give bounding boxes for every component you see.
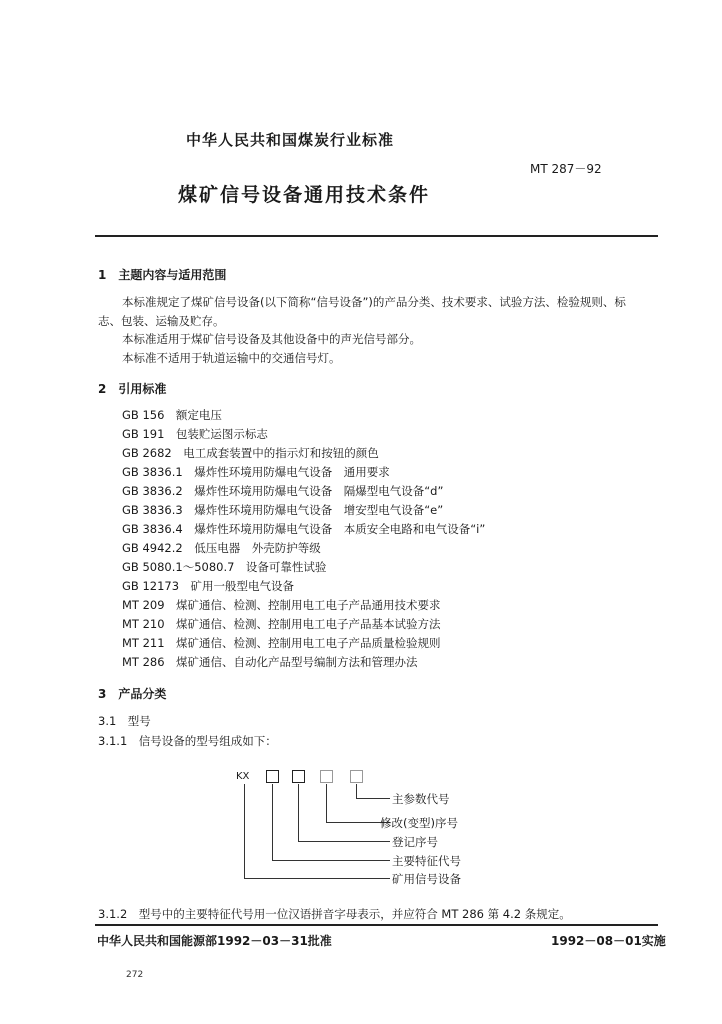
code-box-modification [320, 770, 333, 783]
diagram-label: 主要特征代号 [392, 854, 461, 868]
reference-item: MT 209 煤矿通信、检测、控制用电工电子产品通用技术要求 [122, 598, 441, 612]
section-2-heading: 2 引用标准 [98, 382, 167, 396]
reference-item: GB 3836.3 爆炸性环境用防爆电气设备 增安型电气设备“e” [122, 503, 444, 517]
header-rule [95, 235, 658, 237]
clause-3-1-2: 3.1.2 型号中的主要特征代号用一位汉语拼音字母表示，并应符合 MT 286 第 4.2 条规定。 [98, 907, 571, 921]
standard-code: MT 287－92 [530, 162, 602, 176]
section-3-heading: 3 产品分类 [98, 687, 167, 701]
section-1-heading: 1 主题内容与适用范围 [98, 268, 227, 282]
effective-date: 1992－08－01实施 [551, 934, 666, 948]
code-box-main-parameter [350, 770, 363, 783]
diagram-label: 主参数代号 [392, 792, 450, 806]
diagram-label: 修改(变型)序号 [380, 816, 458, 830]
page-number: 272 [126, 970, 144, 980]
diagram-label: 登记序号 [392, 835, 438, 849]
leader-line [298, 784, 299, 841]
clause-3-1: 3.1 型号 [98, 714, 151, 728]
section-1-paragraph-3: 本标准不适用于轨道运输中的交通信号灯。 [122, 351, 341, 365]
reference-item: GB 3836.2 爆炸性环境用防爆电气设备 隔爆型电气设备“d” [122, 484, 444, 498]
reference-item: GB 3836.1 爆炸性环境用防爆电气设备 通用要求 [122, 465, 390, 479]
reference-item: MT 210 煤矿通信、检测、控制用电工电子产品基本试验方法 [122, 617, 441, 631]
issuing-body: 中华人民共和国煤炭行业标准 [186, 131, 395, 149]
reference-item: GB 191 包装贮运图示标志 [122, 427, 268, 441]
document-title: 煤矿信号设备通用技术条件 [178, 184, 431, 206]
reference-item: MT 286 煤矿通信、自动化产品型号编制方法和管理办法 [122, 655, 418, 669]
code-box-registration [292, 770, 305, 783]
reference-item: GB 3836.4 爆炸性环境用防爆电气设备 本质安全电路和电气设备“i” [122, 522, 486, 536]
leader-line [272, 784, 273, 860]
leader-line [356, 784, 357, 798]
leader-line [298, 841, 390, 842]
approval-line: 中华人民共和国能源部1992－03－31批准 [97, 934, 332, 948]
section-1-paragraph-1a: 本标准规定了煤矿信号设备(以下简称“信号设备”)的产品分类、技术要求、试验方法、检验规则、标 [122, 295, 626, 309]
reference-item: GB 5080.1～5080.7 设备可靠性试验 [122, 560, 327, 574]
leader-line [244, 878, 390, 879]
footer-rule [95, 924, 658, 926]
diagram-label: 矿用信号设备 [392, 872, 461, 886]
leader-line [272, 860, 390, 861]
section-1-paragraph-1b: 志、包装、运输及贮存。 [98, 314, 225, 328]
reference-item: GB 12173 矿用一般型电气设备 [122, 579, 295, 593]
reference-item: MT 211 煤矿通信、检测、控制用电工电子产品质量检验规则 [122, 636, 441, 650]
leader-line [356, 798, 390, 799]
diagram-prefix: KX [236, 771, 250, 782]
leader-line [326, 784, 327, 822]
reference-item: GB 2682 电工成套装置中的指示灯和按钮的颜色 [122, 446, 379, 460]
leader-line [244, 784, 245, 878]
reference-item: GB 156 额定电压 [122, 408, 222, 422]
clause-3-1-1: 3.1.1 信号设备的型号组成如下： [98, 734, 277, 748]
reference-item: GB 4942.2 低压电器 外壳防护等级 [122, 541, 321, 555]
code-box-main-feature [266, 770, 279, 783]
section-1-paragraph-2: 本标准适用于煤矿信号设备及其他设备中的声光信号部分。 [122, 332, 421, 346]
